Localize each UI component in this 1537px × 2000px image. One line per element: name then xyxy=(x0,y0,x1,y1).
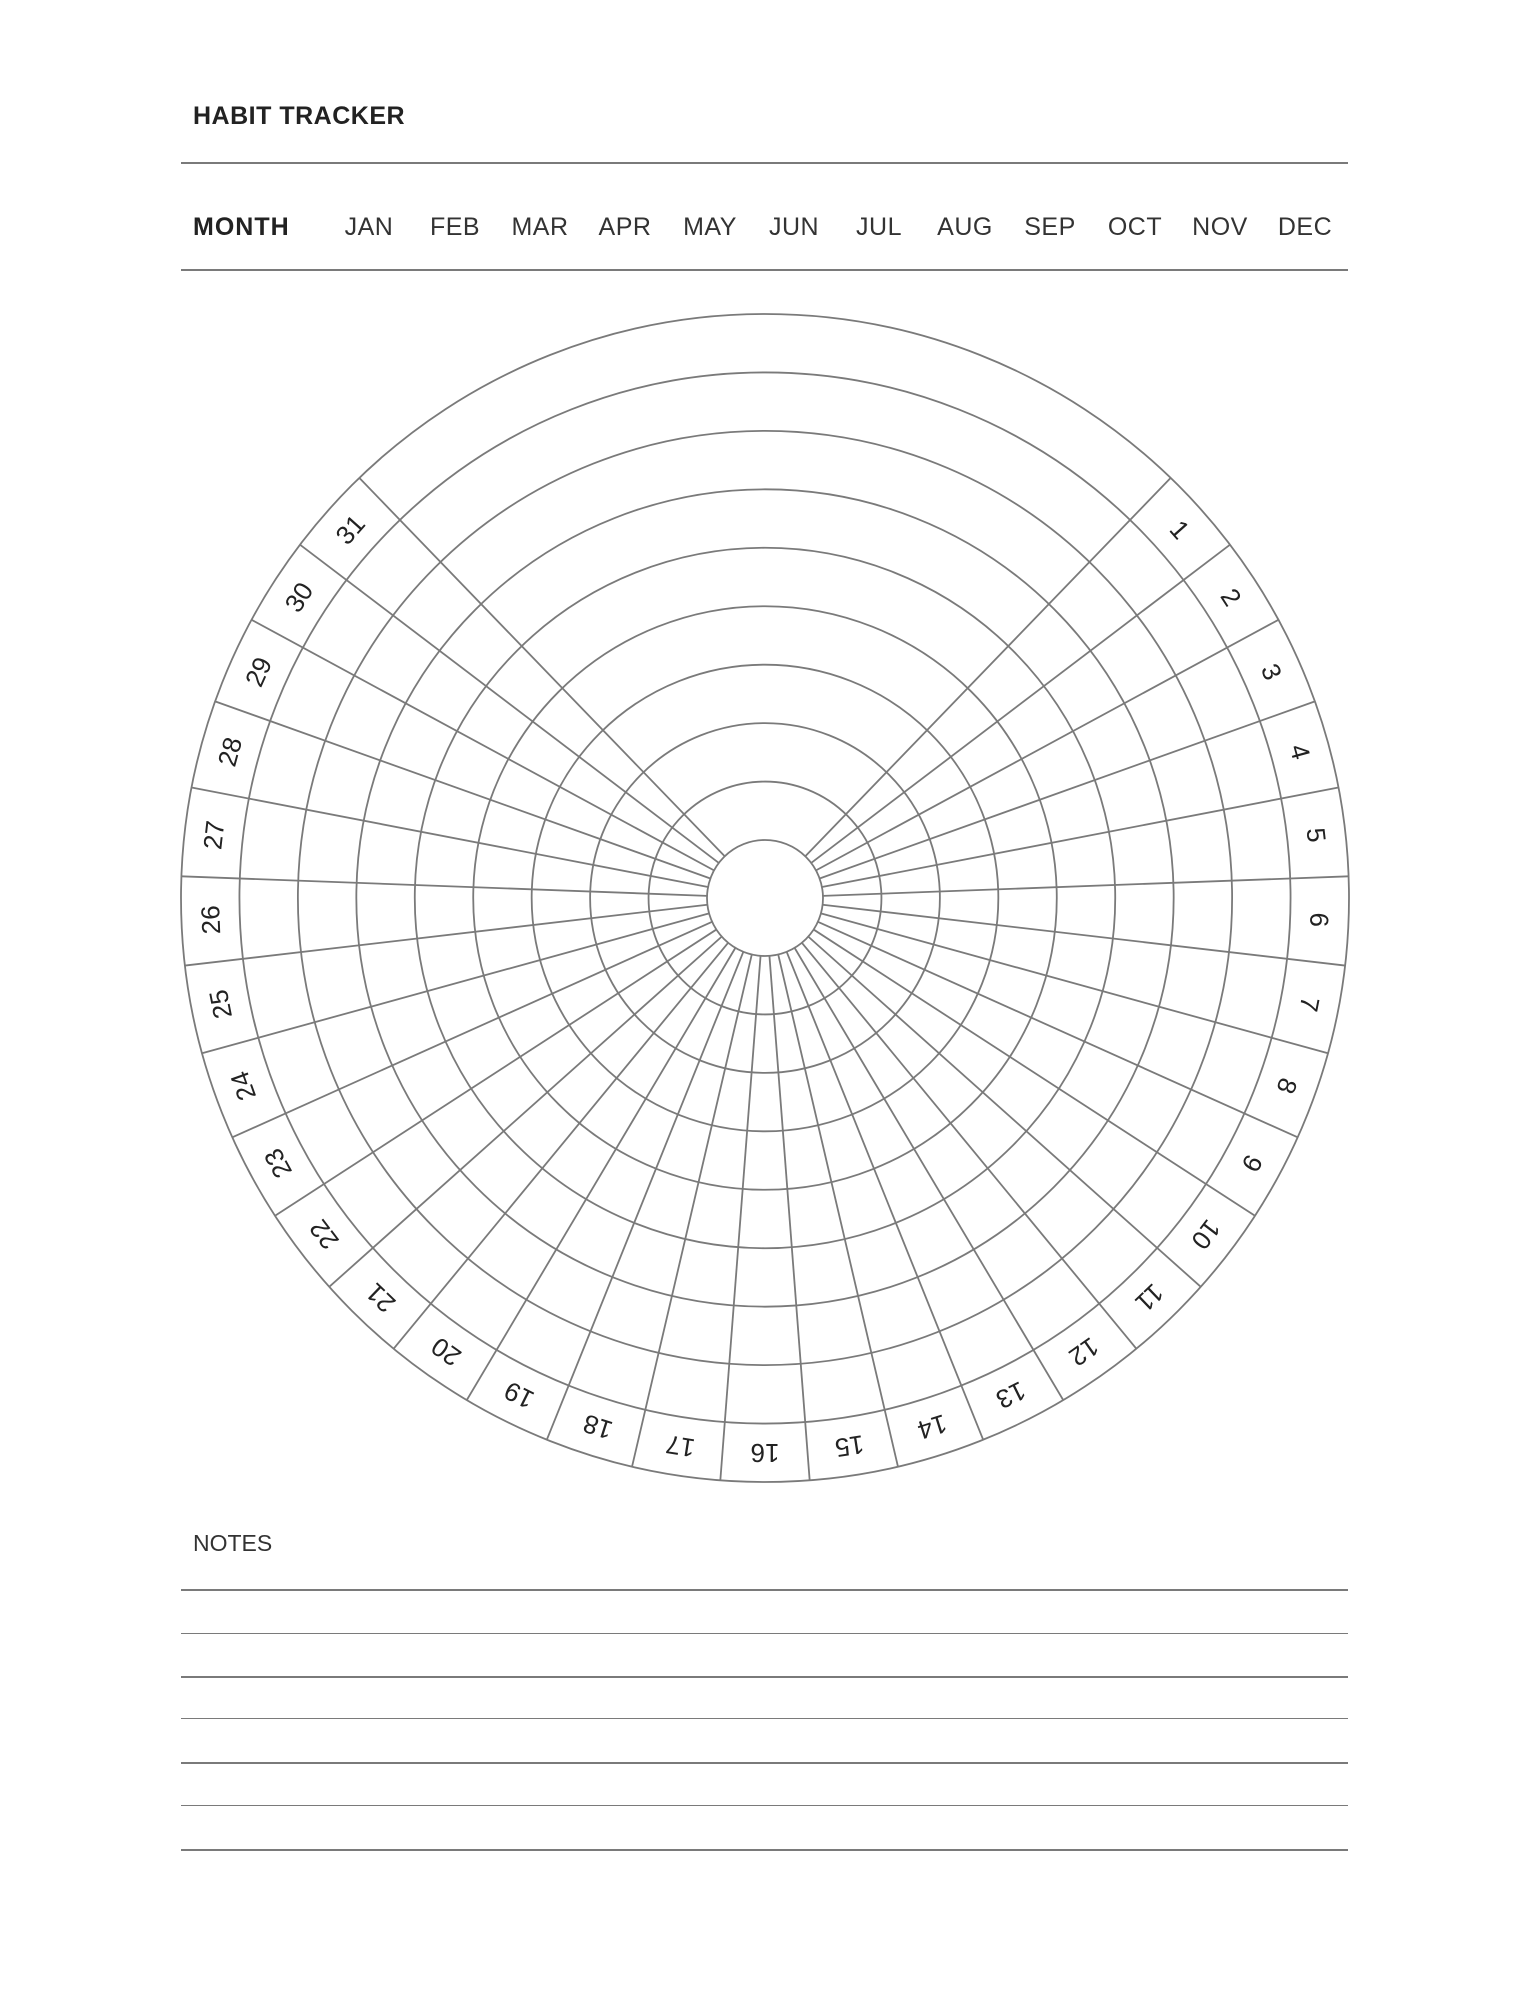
month-label: MONTH xyxy=(193,213,290,241)
month-jan[interactable]: JAN xyxy=(344,213,394,241)
day-label[interactable]: 25 xyxy=(202,987,238,1022)
day-spoke xyxy=(300,545,719,863)
day-spoke xyxy=(215,701,710,878)
notes-line[interactable] xyxy=(181,1718,1348,1719)
notes-line[interactable] xyxy=(181,1805,1348,1806)
ring-circle xyxy=(239,372,1290,1423)
day-spoke xyxy=(632,954,752,1466)
day-label[interactable]: 12 xyxy=(1063,1331,1105,1373)
day-label[interactable]: 2 xyxy=(1214,582,1248,612)
day-label[interactable]: 16 xyxy=(750,1437,780,1468)
day-label[interactable]: 19 xyxy=(499,1375,539,1416)
day-spoke xyxy=(192,788,709,887)
day-label[interactable]: 27 xyxy=(197,818,231,852)
month-sep[interactable]: SEP xyxy=(1024,213,1076,241)
day-spoke xyxy=(820,701,1315,878)
day-spoke xyxy=(811,545,1230,863)
day-spoke xyxy=(252,620,714,871)
day-spoke xyxy=(720,956,760,1480)
day-spoke xyxy=(805,478,1170,856)
center-circle xyxy=(707,840,823,956)
month-mar[interactable]: MAR xyxy=(511,213,569,241)
day-label[interactable]: 8 xyxy=(1270,1074,1304,1098)
month-nov[interactable]: NOV xyxy=(1192,213,1248,241)
month-apr[interactable]: APR xyxy=(598,213,652,241)
day-spoke xyxy=(181,876,707,896)
notes-line[interactable] xyxy=(181,1633,1348,1634)
day-spoke xyxy=(822,788,1339,887)
ring-circle xyxy=(298,431,1232,1365)
page-title: HABIT TRACKER xyxy=(193,102,406,130)
day-spoke xyxy=(769,956,809,1480)
day-label[interactable]: 28 xyxy=(211,733,249,770)
ring-circle xyxy=(356,489,1173,1306)
day-label[interactable]: 30 xyxy=(278,576,320,618)
day-label[interactable]: 4 xyxy=(1283,740,1317,763)
day-label[interactable]: 29 xyxy=(238,652,279,692)
ring-circle xyxy=(532,665,999,1132)
day-label[interactable]: 13 xyxy=(991,1375,1031,1416)
notes-label: NOTES xyxy=(193,1530,273,1556)
month-jul[interactable]: JUL xyxy=(856,213,902,241)
day-spoke xyxy=(816,620,1278,871)
month-feb[interactable]: FEB xyxy=(429,213,481,241)
month-aug[interactable]: AUG xyxy=(937,213,993,241)
day-spoke xyxy=(802,943,1136,1349)
day-label[interactable]: 24 xyxy=(224,1067,263,1105)
day-label[interactable]: 23 xyxy=(257,1143,298,1184)
day-spoke xyxy=(778,954,898,1466)
day-label[interactable]: 31 xyxy=(329,508,372,551)
notes-line[interactable] xyxy=(181,1589,1348,1591)
month-dec[interactable]: DEC xyxy=(1277,213,1333,241)
ring-circle xyxy=(649,782,882,1015)
day-spoke xyxy=(329,937,721,1287)
month-oct[interactable]: OCT xyxy=(1107,213,1163,241)
day-label[interactable]: 15 xyxy=(833,1429,867,1464)
day-label[interactable]: 9 xyxy=(1235,1149,1269,1177)
day-label[interactable]: 11 xyxy=(1129,1277,1170,1319)
day-spoke xyxy=(795,948,1064,1400)
day-label[interactable]: 10 xyxy=(1185,1214,1227,1256)
notes-line[interactable] xyxy=(181,1762,1348,1764)
day-label[interactable]: 26 xyxy=(195,904,227,935)
ring-circle xyxy=(415,548,1115,1248)
day-spoke xyxy=(359,478,724,856)
day-label[interactable]: 21 xyxy=(359,1277,402,1319)
day-label[interactable]: 14 xyxy=(913,1408,951,1446)
day-spoke xyxy=(823,876,1349,896)
day-label[interactable]: 1 xyxy=(1163,514,1196,545)
notes-line[interactable] xyxy=(181,1676,1348,1678)
day-spoke xyxy=(467,948,736,1400)
month-jun[interactable]: JUN xyxy=(768,213,820,241)
day-label[interactable]: 17 xyxy=(663,1429,697,1464)
day-label[interactable]: 7 xyxy=(1293,994,1326,1015)
ring-circle xyxy=(590,723,940,1073)
day-spoke xyxy=(232,922,712,1138)
day-spoke xyxy=(818,922,1298,1138)
day-label[interactable]: 22 xyxy=(303,1214,345,1256)
day-label[interactable]: 18 xyxy=(579,1408,617,1446)
notes-line[interactable] xyxy=(181,1849,1348,1851)
day-label[interactable]: 6 xyxy=(1304,912,1335,928)
day-label[interactable]: 20 xyxy=(425,1331,467,1373)
day-spoke xyxy=(808,937,1200,1287)
day-spoke xyxy=(394,943,728,1349)
ring-circle xyxy=(473,606,1057,1190)
day-label[interactable]: 3 xyxy=(1254,659,1289,685)
month-may[interactable]: MAY xyxy=(683,213,737,241)
day-label[interactable]: 5 xyxy=(1300,826,1332,844)
